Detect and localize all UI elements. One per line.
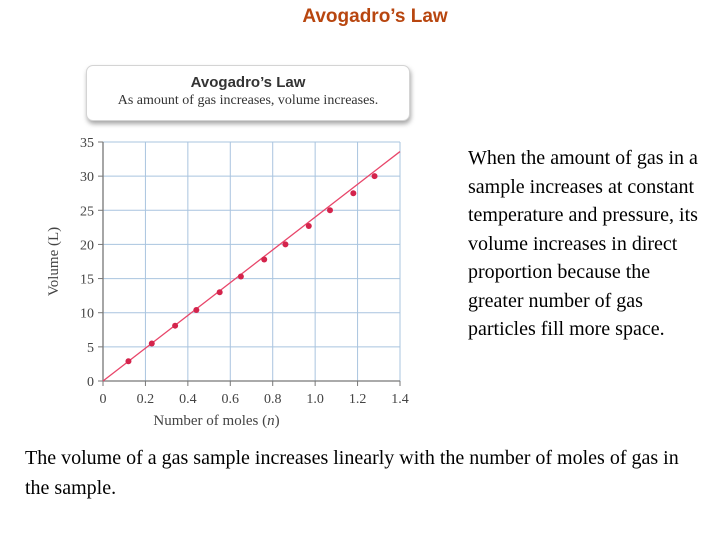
- x-axis-label: Number of moles (n): [153, 413, 280, 429]
- summary-text: The volume of a gas sample increases linearly with the number of moles of gas in the sample.: [25, 447, 679, 499]
- y-tick-label: 15: [80, 272, 94, 288]
- data-point: [261, 256, 267, 262]
- data-point: [125, 358, 131, 364]
- data-point: [238, 274, 244, 280]
- data-point: [350, 190, 356, 196]
- x-tick-label: 0.6: [221, 392, 240, 407]
- data-point: [306, 223, 312, 229]
- y-tick-label: 0: [87, 375, 94, 390]
- data-point: [327, 207, 333, 213]
- x-tick-label: 0.8: [263, 392, 282, 407]
- chart-caption-card: [86, 65, 410, 121]
- y-tick-label: 30: [80, 170, 94, 186]
- explanation-text: When the amount of gas in a sample increases at constant temperature and pressure, its volume increases in direct proportion because the greater number of gas particles fill more space.: [468, 147, 698, 340]
- volume-vs-moles-chart: [30, 130, 420, 435]
- data-point: [193, 307, 199, 313]
- x-tick-label: 0.4: [179, 392, 197, 407]
- y-tick-label: 35: [80, 136, 94, 151]
- data-point: [217, 289, 223, 295]
- y-axis-label: Volume (L): [46, 226, 62, 297]
- data-point: [172, 323, 178, 329]
- data-point: [282, 241, 288, 247]
- x-tick-label: 0.2: [136, 392, 155, 407]
- x-tick-label: 0: [99, 392, 107, 407]
- data-point: [372, 173, 378, 179]
- card-subtitle: As amount of gas increases, volume increases.: [117, 93, 379, 108]
- y-tick-label: 25: [80, 204, 94, 220]
- x-tick-label: 1.0: [306, 392, 324, 407]
- y-tick-label: 20: [80, 238, 94, 254]
- card-title: Avogadro’s Law: [190, 74, 306, 91]
- x-tick-label: 1.4: [391, 392, 409, 407]
- data-point: [149, 340, 155, 346]
- slide-title: Avogadro’s Law: [302, 6, 448, 27]
- y-tick-label: 5: [87, 340, 94, 356]
- x-tick-label: 1.2: [348, 392, 367, 407]
- y-tick-label: 10: [80, 306, 94, 322]
